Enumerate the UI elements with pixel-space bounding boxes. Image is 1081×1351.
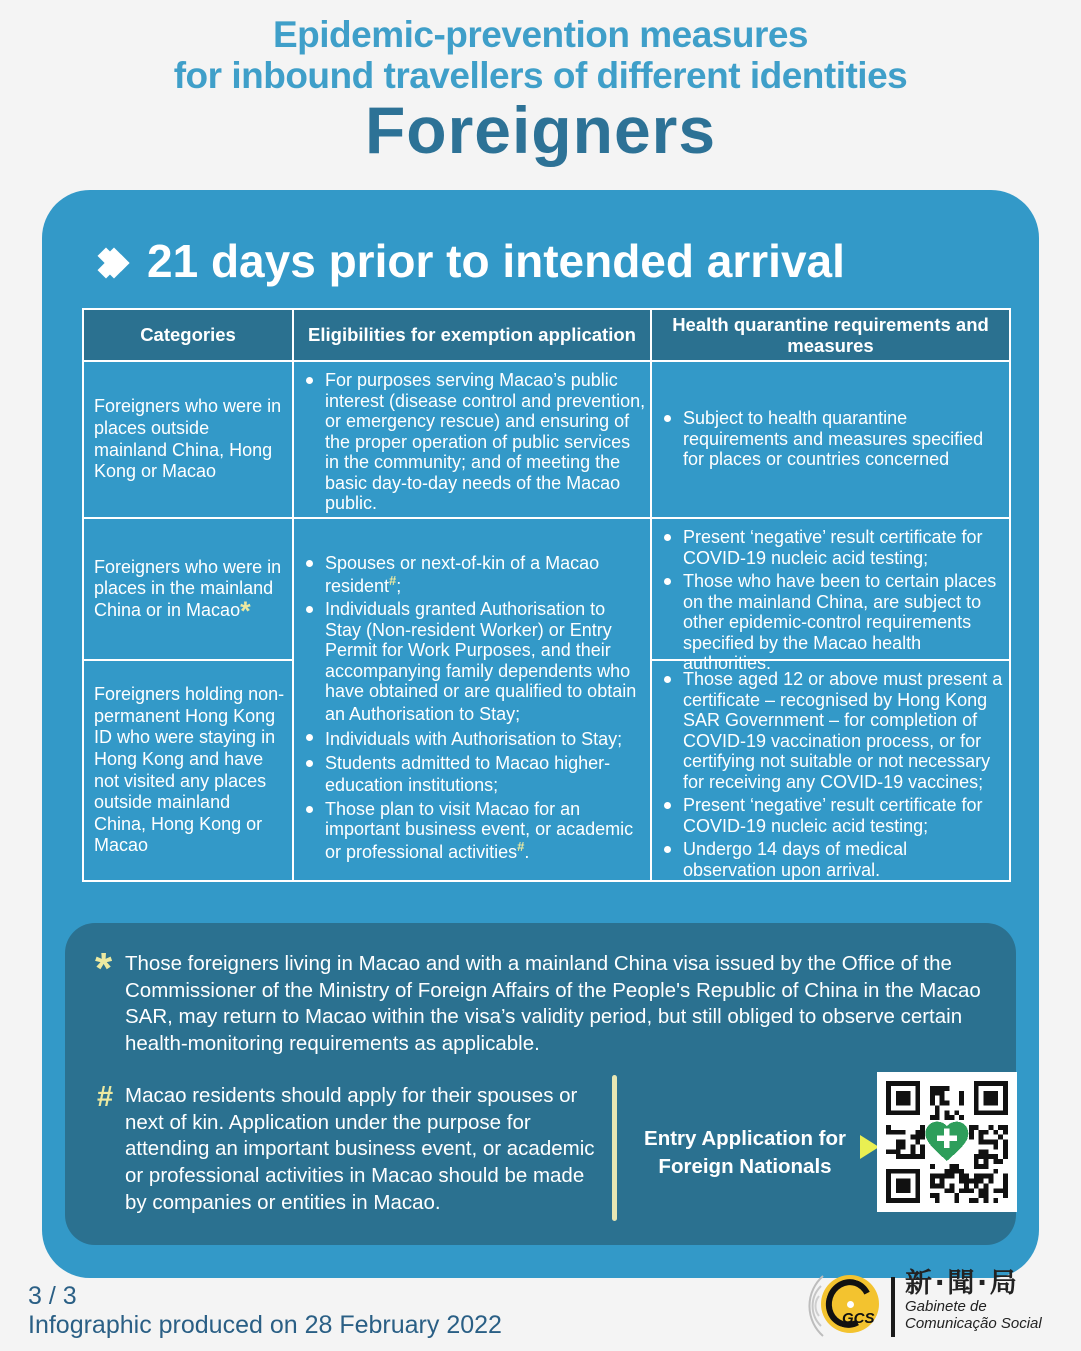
hash-marker: #: [389, 572, 397, 588]
requirements-cell-row3: [652, 661, 1009, 880]
asterisk-marker: *: [240, 595, 251, 626]
gcs-emblem-icon: [821, 1275, 879, 1333]
gcs-acronym: GCS: [842, 1310, 875, 1327]
category-text-row3: Foreigners holding non-permanent Hong Kong ID who were staying in Hong Kong and have not visited any places outside mainland China, Hong Kong or Macao: [94, 684, 285, 856]
section-heading-text: 21 days prior to intended arrival: [147, 235, 845, 287]
page-indicator: 3 / 3: [28, 1282, 77, 1310]
hash-marker: #: [517, 838, 525, 854]
logo-portuguese-line2: Comunicação Social: [905, 1315, 1042, 1332]
requirement-item: Present ‘negative’ result certificate for COVID-19 nucleic acid testing;: [658, 527, 1005, 568]
eligibility-cell-merged: [294, 519, 650, 880]
title-line2: for inbound travellers of different identities: [173, 55, 908, 96]
category-cell-row2: [84, 519, 292, 659]
logo-chinese-name: 新‧聞‧局: [905, 1268, 1020, 1298]
category-text-row2: Foreigners who were in places in the mainland China or in Macao*: [94, 556, 282, 626]
eligibility-item: Individuals with Authorisation to Stay;: [300, 727, 646, 750]
requirement-item: Present ‘negative’ result certificate for COVID-19 nucleic acid testing;: [658, 795, 1005, 836]
eligibility-item: For purposes serving Macao’s public interest (disease control and prevention, or emergency rescue) and ensuring of the proper operation of public services in the community; and of meeting the basic day-to-day needs of the Macao public.: [300, 370, 646, 514]
hash-symbol: #: [97, 1081, 114, 1113]
col-header-categories: Categories: [84, 310, 292, 360]
asterisk-symbol: *: [95, 944, 113, 993]
footnote-asterisk-text: Those foreigners living in Macao and with a mainland China visa issued by the Office of the Commissioner of the Ministry of Foreign Affairs of the People's Republic of China in the Macao SAR, may return to Macao within the visa’s validity period, but still obliged to observe certain health-monitoring requirements as applicable.: [125, 952, 981, 1055]
requirements-cell-row2: [652, 519, 1009, 674]
section-heading: [95, 234, 845, 288]
requirement-item: Subject to health quarantine requirements and measures specified for places or countries concerned: [658, 408, 1005, 470]
title-block: [0, 14, 1081, 167]
requirement-item: Undergo 14 days of medical observation upon arrival.: [658, 839, 1005, 880]
footnote-hash: [95, 1083, 605, 1216]
eligibility-item: Spouses or next-of-kin of a Macao resident#;: [300, 553, 646, 596]
title-line1: Epidemic-prevention measures: [272, 14, 809, 55]
logo-text: [905, 1268, 1042, 1332]
category-cell-row3: [84, 661, 292, 880]
measures-table: [82, 308, 1011, 882]
footnote-asterisk: [95, 944, 1000, 1058]
eligibility-item: Those plan to visit Macao for an important business event, or academic or professional activities#.: [300, 799, 646, 863]
qr-code: [877, 1072, 1017, 1212]
logo-divider-bar: [891, 1277, 895, 1337]
requirements-cell-row1: [652, 362, 1009, 517]
col-header-requirements: Health quarantine requirements and measures: [652, 310, 1009, 360]
col-header-eligibilities: Eligibilities for exemption application: [294, 310, 650, 360]
category-cell-row1: [84, 362, 292, 517]
requirement-item: Those aged 12 or above must present a certificate – recognised by Hong Kong SAR Government – for completion of COVID-19 vaccination process, or for certifying not suitable or not necessary for receiving any COVID-19 vaccines;: [658, 669, 1005, 792]
double-chevron-icon: [95, 252, 125, 274]
requirement-item: Those who have been to certain places on the mainland China, are subject to other epidemic-control requirements specified by the Macao health authorities.: [658, 571, 1005, 674]
eligibility-item: Individuals granted Authorisation to Stay (Non-resident Worker) or Entry Permit for Work Purposes, and their accompanying family dependents who have obtained or are qualified to obtain an Authorisation to Stay;: [300, 599, 646, 724]
entry-application-label: Entry Application for Foreign Nationals: [644, 1127, 846, 1178]
category-text-row1: Foreigners who were in places outside mainland China, Hong Kong or Macao: [94, 396, 282, 482]
logo-portuguese-line1: Gabinete de: [905, 1298, 987, 1315]
page-title: Foreigners: [364, 93, 717, 167]
main-panel: [42, 190, 1039, 1278]
gcs-logo: [793, 1266, 1081, 1348]
footnotes-box: [65, 923, 1016, 1245]
produced-date-text: Infographic produced on 28 February 2022: [28, 1311, 502, 1339]
eligibility-cell-row1: [294, 362, 650, 517]
vertical-divider: [612, 1075, 617, 1221]
footnote-hash-text: Macao residents should apply for their spouses or next of kin. Application under the purpose for attending an important business event, or academic or professional activities in Macao should be made by companies or entities in Macao.: [125, 1084, 595, 1214]
eligibility-item: Students admitted to Macao higher-education institutions;: [300, 753, 646, 796]
